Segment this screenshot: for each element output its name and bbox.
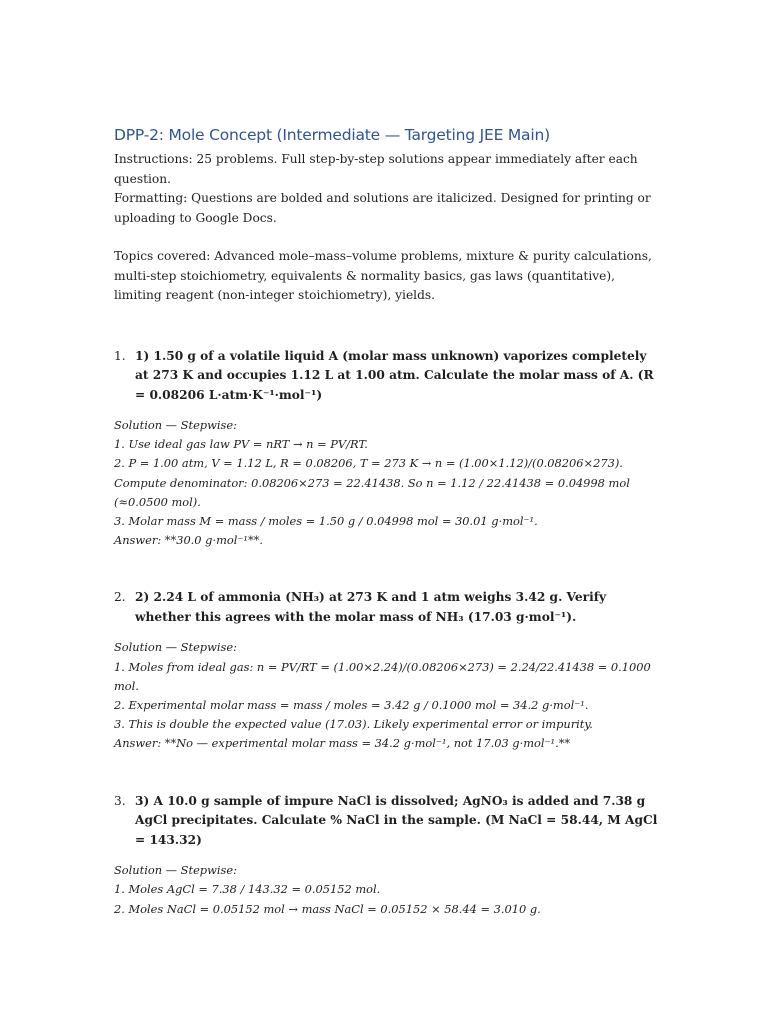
solution-line: 1. Use ideal gas law PV = nRT → n = PV/RT. [114, 437, 368, 452]
solution-line: 1. Moles AgCl = 7.38 / 143.32 = 0.05152 mol. [114, 882, 381, 897]
formatting-text: Formatting: Questions are bolded and solutions are italicized. Designed for printing or uploading to Google Docs. [114, 191, 651, 225]
solution-line: Solution — Stepwise: [114, 863, 237, 878]
document-title: DPP-2: Mole Concept (Intermediate — Targeting JEE Main) [114, 126, 550, 144]
solution-line: 1. Moles from ideal gas: n = PV/RT = (1.00×2.24)/(0.08206×273) = 2.24/22.41438 = 0.1000 mol. [114, 659, 651, 693]
solution-line: 3. Molar mass M = mass / moles = 1.50 g / 0.04998 mol = 30.01 g·mol⁻¹. [114, 514, 538, 529]
question-number: 3. [114, 793, 126, 808]
question-item [114, 588, 658, 753]
solution-block [114, 861, 658, 919]
solution-answer: Answer: **30.0 g·mol⁻¹**. [114, 533, 263, 548]
question-number: 1. [114, 348, 126, 363]
question-text: 1) 1.50 g of a volatile liquid A (molar mass unknown) vaporizes completely at 273 K and occupies 1.12 L at 1.00 atm. Calculate the molar mass of A. (R = 0.08206 L·atm·K⁻¹·mol⁻¹) [135, 348, 654, 402]
question-header [114, 792, 658, 851]
intro-block [114, 150, 658, 306]
solution-line: Compute denominator: 0.08206×273 = 22.41438. So n = 1.12 / 22.41438 = 0.04998 mol (≈0.0500 mol). [114, 475, 630, 509]
solution-line: 2. Experimental molar mass = mass / moles = 3.42 g / 0.1000 mol = 34.2 g·mol⁻¹. [114, 698, 589, 713]
solution-line: Solution — Stepwise: [114, 640, 237, 655]
solution-line: 2. P = 1.00 atm, V = 1.12 L, R = 0.08206, T = 273 K → n = (1.00×1.12)/(0.08206×273). [114, 456, 623, 471]
solution-line: Solution — Stepwise: [114, 418, 237, 432]
topics-text: Topics covered: Advanced mole–mass–volume problems, mixture & purity calculations, multi-step stoichiometry, equivalents & normality basics, gas laws (quantitative), limiting reagent (non-integer stoichiometry), yields. [114, 249, 652, 302]
question-text: 3) A 10.0 g sample of impure NaCl is dissolved; AgNO₃ is added and 7.38 g AgCl precipitates. Calculate % NaCl in the sample. (M NaCl = 58.44, M AgCl = 143.32) [135, 793, 658, 847]
solution-answer: Answer: **No — experimental molar mass = 34.2 g·mol⁻¹, not 17.03 g·mol⁻¹.** [114, 736, 571, 751]
question-number: 2. [114, 590, 126, 605]
question-item [114, 792, 658, 919]
solution-block [114, 416, 658, 550]
paragraph-gap [114, 228, 658, 247]
question-list [114, 347, 658, 919]
question-header [114, 588, 658, 627]
question-item [114, 347, 658, 551]
solution-line: 3. This is double the expected value (17.03). Likely experimental error or impurity. [114, 717, 593, 732]
instructions-text: Instructions: 25 problems. Full step-by-step solutions appear immediately after each question. [114, 152, 638, 186]
solution-block [114, 638, 658, 753]
question-header [114, 347, 658, 406]
solution-line: 2. Moles NaCl = 0.05152 mol → mass NaCl = 0.05152 × 58.44 = 3.010 g. [114, 901, 541, 916]
question-text: 2) 2.24 L of ammonia (NH₃) at 273 K and 1 atm weighs 3.42 g. Verify whether this agrees with the molar mass of NH₃ (17.03 g·mol⁻¹). [135, 590, 607, 624]
